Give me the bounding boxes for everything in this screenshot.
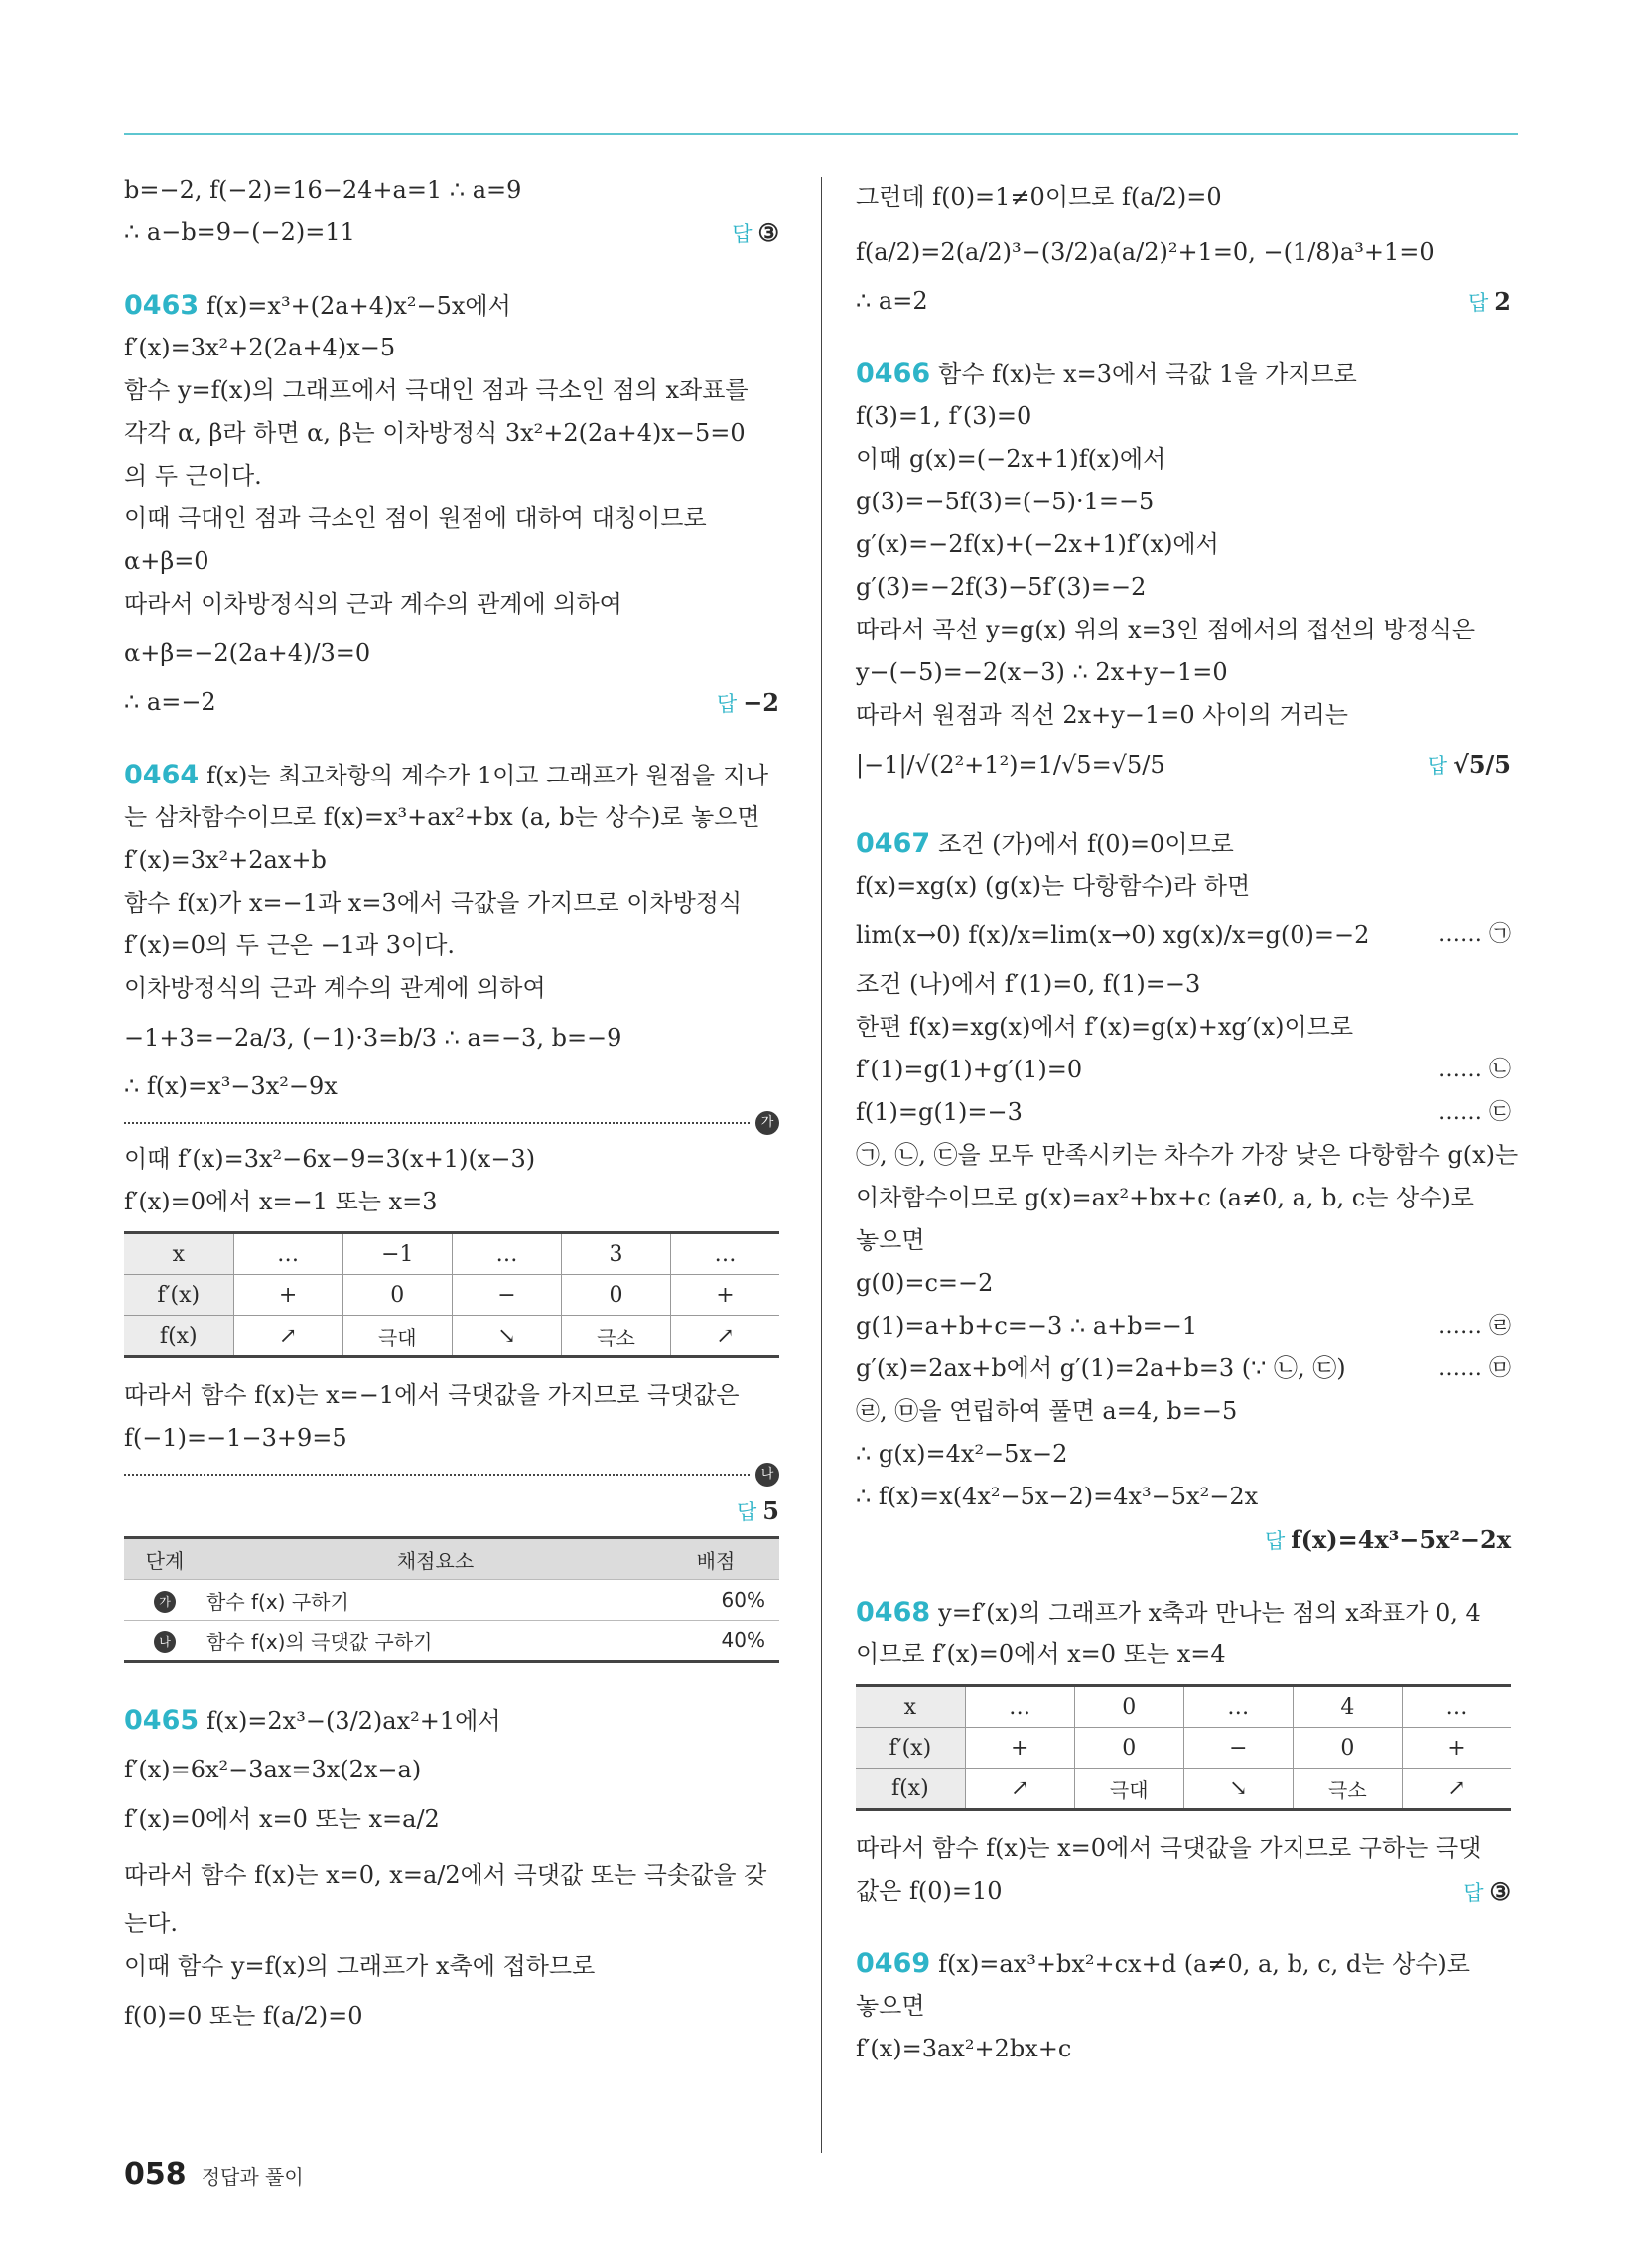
text-line-content: 놓으면 <box>856 1226 925 1254</box>
top-rule <box>124 133 1518 135</box>
text-line: f′(x)=0의 두 근은 −1과 3이다. <box>124 931 456 959</box>
problem-number: 0469 <box>856 1948 931 1979</box>
problem-first-line: 함수 f(x)는 x=3에서 극값 1을 가지므로 <box>938 360 1357 388</box>
text-line: 함수 f(x)가 x=−1과 x=3에서 극값을 가지므로 이차방정식 <box>124 889 743 917</box>
table-cell: 0 <box>1074 1728 1183 1769</box>
text-line: 의 두 근이다. <box>124 462 262 490</box>
text-line-content: |−1|/√(2²+1²)=1/√5=√5/5 <box>856 751 1165 779</box>
table-cell: … <box>670 1233 779 1275</box>
text-line <box>124 212 779 254</box>
equation-marker: …… ㉤ <box>1438 1356 1511 1381</box>
text-line-content: ㉣, ㉤을 연립하여 풀면 a=4, b=−5 <box>856 1397 1238 1425</box>
text-line: f′(x)=0에서 x=−1 또는 x=3 <box>124 1188 438 1215</box>
text-line: f′(x)=3x²+2(2a+4)x−5 <box>124 334 396 361</box>
table-cell: … <box>1183 1686 1293 1728</box>
table-cell: 0 <box>1293 1728 1402 1769</box>
text-line <box>856 1219 1511 1262</box>
right-column <box>856 169 1519 2070</box>
spacer <box>124 254 779 284</box>
scoring-table <box>124 1536 779 1663</box>
table-cell: + <box>670 1275 779 1316</box>
text-line: f′(x)=3x²+2ax+b <box>124 846 327 874</box>
table-row <box>856 1686 1511 1728</box>
table-cell: … <box>1402 1686 1511 1728</box>
table-row <box>124 1580 779 1621</box>
table-cell: … <box>233 1233 342 1275</box>
table-cell: 함수 f(x) 구하기 <box>205 1580 665 1621</box>
text-line-content: ∴ g(x)=4x²−5x−2 <box>856 1440 1068 1468</box>
answer <box>1265 1518 1511 1563</box>
text-line: 이때 f′(x)=3x²−6x−9=3(x+1)(x−3) <box>124 1145 536 1173</box>
text-line: f′(x)=6x²−3ax=3x(2x−a) <box>124 1756 422 1783</box>
problem-first-line: y=f′(x)의 그래프가 x축과 만나는 점의 x좌표가 0, 4 <box>938 1599 1481 1627</box>
text-line: 이차방정식의 근과 계수의 관계에 의하여 <box>124 974 546 1002</box>
answer-label: 답 <box>1427 754 1448 778</box>
table-cell: 0 <box>562 1275 671 1316</box>
text-line-content: 조건 (나)에서 f′(1)=0, f(1)=−3 <box>856 970 1201 998</box>
spacer <box>856 1561 1511 1591</box>
formula-line: f(a/2)=2(a/2)³−(3/2)a(a/2)²+1=0, −(1/8)a³+1=0 <box>856 238 1435 266</box>
step-marker: 나 <box>755 1463 779 1487</box>
table-cell: f(x) <box>124 1316 233 1357</box>
table-row <box>124 1316 779 1357</box>
answer <box>1463 1870 1511 1914</box>
problem-header <box>856 1942 1511 1985</box>
answer <box>732 212 779 256</box>
problem-header <box>124 284 779 327</box>
text-line: 이때 함수 y=f(x)의 그래프가 x축에 접하므로 <box>124 1952 596 1980</box>
text-line: f(−1)=−1−3+9=5 <box>124 1424 347 1452</box>
table-cell: 극대 <box>1074 1769 1183 1810</box>
text-line: 따라서 곡선 y=g(x) 위의 x=3인 점에서의 접선의 방정식은 <box>856 616 1476 643</box>
problem-number: 0467 <box>856 828 931 859</box>
table-cell: ↗ <box>233 1316 342 1357</box>
problem-header <box>124 1693 779 1749</box>
formula-line: f′(x)=0에서 x=0 또는 x=a/2 <box>124 1805 440 1833</box>
text-line: 이때 극대인 점과 극소인 점이 원점에 대하여 대칭이므로 <box>124 504 707 532</box>
answer-value: ③ <box>757 218 779 247</box>
table-cell: 0 <box>1074 1686 1183 1728</box>
table-row <box>856 1728 1511 1769</box>
table-cell: 4 <box>1293 1686 1402 1728</box>
problem-first-line: 조건 (가)에서 f(0)=0이므로 <box>938 830 1234 858</box>
problem-number: 0464 <box>124 760 200 790</box>
step-marker: 가 <box>154 1591 176 1613</box>
table-row <box>124 1275 779 1316</box>
table-cell: −1 <box>342 1233 452 1275</box>
answer-value: ③ <box>1489 1877 1511 1906</box>
text-line: α+β=0 <box>124 547 209 575</box>
table-cell: + <box>233 1275 342 1316</box>
table-cell: + <box>965 1728 1074 1769</box>
text-line-content: 한편 f(x)=xg(x)에서 f′(x)=g(x)+xg′(x)이므로 <box>856 1013 1354 1041</box>
text-line <box>856 1305 1511 1347</box>
step-marker: 가 <box>755 1111 779 1135</box>
problem-first-line: f(x)=x³+(2a+4)x²−5x에서 <box>206 292 511 320</box>
table-cell: − <box>452 1275 561 1316</box>
left-column <box>124 169 779 2044</box>
answer-value: −2 <box>743 688 779 717</box>
problem-number: 0466 <box>856 358 931 389</box>
spacer <box>124 724 779 754</box>
text-line <box>856 963 1511 1006</box>
problem-first-line: f(x)=2x³−(3/2)ax²+1에서 <box>206 1707 501 1735</box>
footer-title: 정답과 풀이 <box>201 2165 304 2189</box>
column-divider <box>821 177 822 2153</box>
answer-label: 답 <box>1468 291 1489 315</box>
table-cell: f′(x) <box>856 1728 965 1769</box>
equation-marker: …… ㉢ <box>1438 1100 1511 1125</box>
table-header: 채점요소 <box>205 1538 665 1580</box>
text-line <box>856 1177 1511 1219</box>
text-line-content: ∴ f(x)=x(4x²−5x−2)=4x³−5x²−2x <box>856 1483 1259 1510</box>
table-cell: ↘ <box>1183 1769 1293 1810</box>
answer <box>717 681 779 726</box>
table-cell: 40% <box>665 1621 779 1662</box>
spacer <box>856 1913 1511 1942</box>
answer-label: 답 <box>1463 1881 1484 1905</box>
page-footer <box>124 2157 304 2192</box>
text-line: 따라서 원점과 직선 2x+y−1=0 사이의 거리는 <box>856 701 1348 729</box>
text-line: 따라서 함수 f(x)는 x=0, x=a/2에서 극댓값 또는 극솟값을 갖 <box>124 1861 767 1889</box>
text-line: g′(x)=−2f(x)+(−2x+1)f′(x)에서 <box>856 530 1219 558</box>
table-cell: x <box>124 1233 233 1275</box>
formula-line <box>856 737 1511 792</box>
text-line: 각각 α, β라 하면 α, β는 이차방정식 3x²+2(2a+4)x−5=0 <box>124 419 746 447</box>
step-separator <box>124 1108 779 1138</box>
text-line-content: ∴ a=−2 <box>124 688 216 716</box>
table-cell: f(x) <box>856 1769 965 1810</box>
text-line-content: f(1)=g(1)=−3 <box>856 1098 1023 1126</box>
problem-first-line: f(x)=ax³+bx²+cx+d (a≠0, a, b, c, d는 상수)로 <box>938 1950 1470 1978</box>
variation-table <box>124 1231 779 1358</box>
equation-marker: …… ㉣ <box>1438 1314 1511 1339</box>
problem-header <box>856 1591 1511 1633</box>
problem-header <box>856 822 1511 865</box>
text-line-content: g′(x)=2ax+b에서 g′(1)=2a+b=3 (∵ ㉡, ㉢) <box>856 1354 1346 1382</box>
table-cell: f′(x) <box>124 1275 233 1316</box>
table-header: 단계 <box>124 1538 205 1580</box>
equation-marker: …… ㉡ <box>1438 1058 1511 1082</box>
problem-header <box>856 353 1511 395</box>
problem-number: 0463 <box>124 290 200 321</box>
answer-label: 답 <box>732 222 753 246</box>
table-cell <box>124 1621 205 1662</box>
page-number: 058 <box>124 2157 187 2192</box>
text-line: f′(x)=3ax²+2bx+c <box>856 2035 1072 2062</box>
text-line <box>124 1489 779 1532</box>
answer-value: f(x)=4x³−5x²−2x <box>1291 1525 1511 1554</box>
table-cell: ↗ <box>965 1769 1074 1810</box>
text-line-content: 이차함수이므로 g(x)=ax²+bx+c (a≠0, a, b, c는 상수)로 <box>856 1184 1474 1211</box>
text-line-content: lim(x→0) f(x)/x=lim(x→0) xg(x)/x=g(0)=−2 <box>856 921 1370 949</box>
spacer <box>856 323 1511 353</box>
text-line <box>856 1390 1511 1433</box>
formula-line <box>856 908 1511 963</box>
table-cell: 3 <box>562 1233 671 1275</box>
table-cell: ↗ <box>670 1316 779 1357</box>
text-line <box>856 1433 1511 1476</box>
text-line: 이때 g(x)=(−2x+1)f(x)에서 <box>856 445 1166 473</box>
table-cell: 극소 <box>562 1316 671 1357</box>
text-line: 놓으면 <box>856 1992 925 2020</box>
text-line-content: 값은 f(0)=10 <box>856 1877 1003 1905</box>
text-line: 따라서 함수 f(x)는 x=0에서 극댓값을 가지므로 구하는 극댓 <box>856 1834 1482 1862</box>
table-header-row <box>124 1538 779 1580</box>
table-cell: − <box>1183 1728 1293 1769</box>
table-row <box>856 1769 1511 1810</box>
text-line <box>856 1134 1519 1177</box>
problem-number: 0465 <box>124 1705 200 1736</box>
text-line <box>856 1518 1511 1561</box>
text-line: 함수 y=f(x)의 그래프에서 극대인 점과 극소인 점의 x좌표를 <box>124 376 749 404</box>
text-line-content: ∴ a=2 <box>856 287 928 315</box>
table-row <box>124 1621 779 1662</box>
answer <box>1468 280 1511 325</box>
text-line-content: ∴ a−b=9−(−2)=11 <box>124 218 355 246</box>
text-line: y−(−5)=−2(x−3) ∴ 2x+y−1=0 <box>856 658 1228 686</box>
text-line-content: ㉠, ㉡, ㉢을 모두 만족시키는 차수가 가장 낮은 다항함수 g(x)는 <box>856 1141 1519 1169</box>
text-line <box>856 1091 1511 1134</box>
answer-label: 답 <box>1264 1529 1286 1553</box>
text-line <box>856 280 1511 323</box>
answer <box>737 1489 779 1534</box>
formula-line: −1+3=−2a/3, (−1)·3=b/3 ∴ a=−3, b=−9 <box>124 1024 622 1052</box>
text-line: g(3)=−5f(3)=(−5)·1=−5 <box>856 488 1155 515</box>
table-cell: x <box>856 1686 965 1728</box>
table-cell: 함수 f(x)의 극댓값 구하기 <box>205 1621 665 1662</box>
table-cell: ↘ <box>452 1316 561 1357</box>
text-line-content: g(0)=c=−2 <box>856 1269 994 1297</box>
table-cell: 극소 <box>1293 1769 1402 1810</box>
text-line-content: g(1)=a+b+c=−3 ∴ a+b=−1 <box>856 1312 1198 1340</box>
equation-marker: …… ㉠ <box>1438 922 1511 947</box>
spacer <box>124 1663 779 1693</box>
text-line <box>856 1476 1511 1518</box>
text-line <box>856 1049 1511 1091</box>
problem-header <box>124 754 779 796</box>
table-cell: ↗ <box>1402 1769 1511 1810</box>
formula-line: 그런데 f(0)=1≠0이므로 f(a/2)=0 <box>856 183 1222 211</box>
text-line-content: f(x)=xg(x) (g(x)는 다항함수)라 하면 <box>856 872 1251 900</box>
answer <box>1428 737 1511 793</box>
formula-line: α+β=−2(2a+4)/3=0 <box>124 639 371 667</box>
answer-label: 답 <box>737 1500 757 1524</box>
text-line: 따라서 함수 f(x)는 x=−1에서 극댓값을 가지므로 극댓값은 <box>124 1381 740 1409</box>
text-line <box>856 1262 1511 1305</box>
table-cell: + <box>1402 1728 1511 1769</box>
table-cell <box>124 1580 205 1621</box>
problem-first-line: f(x)는 최고차항의 계수가 1이고 그래프가 원점을 지나 <box>206 762 769 789</box>
text-line-content: f′(1)=g(1)+g′(1)=0 <box>856 1056 1083 1083</box>
table-cell: 0 <box>342 1275 452 1316</box>
text-line: 는다. <box>124 1910 178 1937</box>
spacer <box>856 792 1511 822</box>
table-cell: … <box>452 1233 561 1275</box>
table-header: 배점 <box>665 1538 779 1580</box>
table-cell: … <box>965 1686 1074 1728</box>
table-cell: 극대 <box>342 1316 452 1357</box>
text-line: b=−2, f(−2)=16−24+a=1 ∴ a=9 <box>124 176 522 204</box>
text-line: g′(3)=−2f(3)−5f′(3)=−2 <box>856 573 1147 601</box>
text-line <box>856 1870 1511 1913</box>
answer-label: 답 <box>716 692 738 716</box>
problem-number: 0468 <box>856 1597 931 1628</box>
answer-value: 5 <box>762 1496 779 1525</box>
text-line: 이므로 f′(x)=0에서 x=0 또는 x=4 <box>856 1640 1226 1668</box>
text-line: ∴ f(x)=x³−3x²−9x <box>124 1072 338 1100</box>
table-cell: 60% <box>665 1580 779 1621</box>
table-row <box>124 1233 779 1275</box>
variation-table <box>856 1684 1511 1811</box>
answer-value: 2 <box>1494 287 1511 316</box>
step-marker: 나 <box>154 1631 176 1653</box>
text-line: 는 삼차함수이므로 f(x)=x³+ax²+bx (a, b는 상수)로 놓으면 <box>124 803 760 831</box>
text-line <box>856 1347 1511 1390</box>
text-line <box>856 1006 1511 1049</box>
text-line: 따라서 이차방정식의 근과 계수의 관계에 의하여 <box>124 590 622 618</box>
text-line <box>856 865 1511 908</box>
step-separator <box>124 1460 779 1489</box>
text-line <box>124 681 779 724</box>
answer-value: √5/5 <box>1453 750 1511 779</box>
text-line: f(3)=1, f′(3)=0 <box>856 402 1032 430</box>
formula-line: f(0)=0 또는 f(a/2)=0 <box>124 2002 363 2030</box>
